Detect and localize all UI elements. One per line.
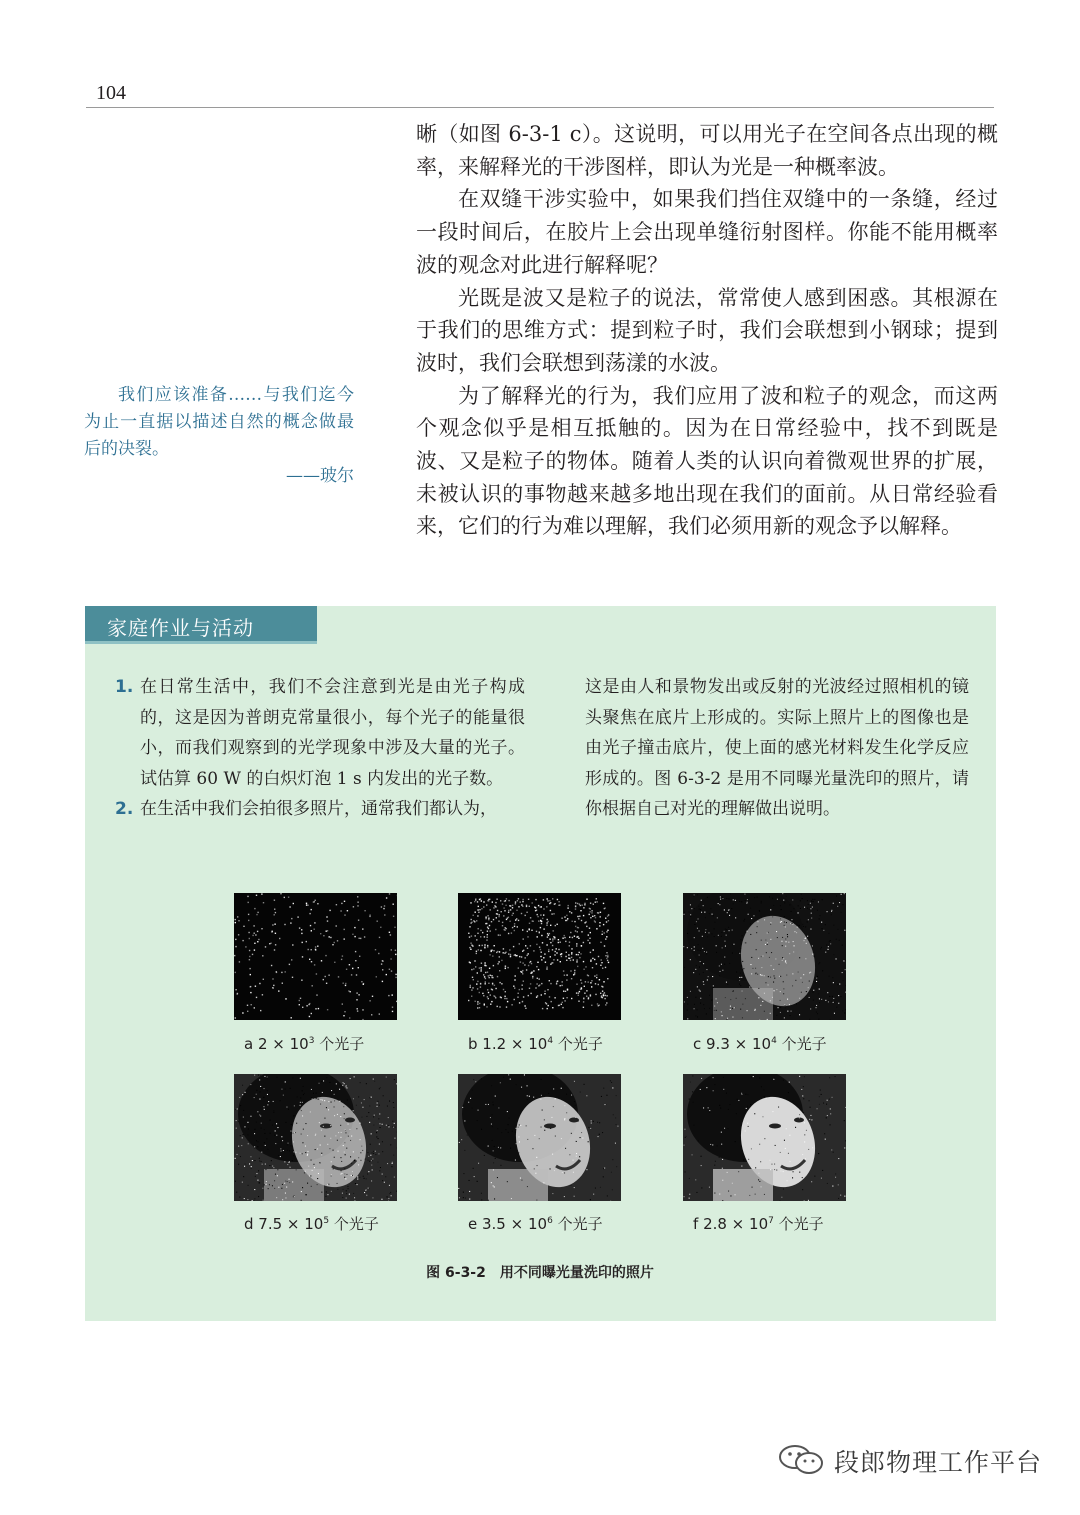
photo-unit: 个光子 [314, 1035, 365, 1053]
homework-item [115, 794, 525, 825]
watermark-text: 段郎物理工作平台 [834, 1448, 1043, 1477]
photo-letter: b [468, 1035, 483, 1053]
quote-author: ——玻尔 [286, 466, 354, 486]
photo-mantissa: 2 × [257, 1035, 290, 1053]
photo-base: 10 [749, 1215, 769, 1233]
photo-letter: e [468, 1215, 482, 1233]
photo-mantissa: 2.8 × [703, 1215, 750, 1233]
side-quote [84, 382, 354, 490]
photo-caption-e [468, 1213, 668, 1234]
photo-caption-d [244, 1213, 444, 1234]
item-text: 在日常生活中，我们不会注意到光是由光子构成的，这是因为普朗克常量很小，每个光子的能量很小，而我们观察到的光学现象中涉及大量的光子。试估算 60 W 的白炽灯泡 1 s 内发出的光子数。 [140, 677, 525, 789]
quote-text: 我们应该准备……与我们迄今为止一直据以描述自然的概念做最后的决裂。 [84, 385, 354, 459]
photo-exponent: 6 [547, 1216, 553, 1226]
watermark [778, 1440, 1068, 1480]
photo-unit: 个光子 [773, 1215, 824, 1233]
photo-a [234, 893, 397, 1020]
photo-d [234, 1074, 397, 1201]
photo-letter: f [693, 1215, 704, 1233]
photo-unit: 个光子 [329, 1215, 379, 1233]
paragraph: 为了解释光的行为，我们应用了波和粒子的观念，而这两个观念似乎是相互抵触的。因为在日常经验中，找不到既是波、又是粒子的物体。随着人类的认识向着微观世界的扩展，未被认识的事物越来越多地出现在我们的面前。从日常经验看来，它们的行为难以理解，我们必须用新的观念予以解释。 [416, 383, 998, 539]
photo-letter: d [244, 1215, 259, 1233]
page-number: 104 [96, 82, 126, 104]
photo-exponent: 4 [547, 1036, 554, 1046]
photo-c [683, 893, 846, 1020]
photo-f [683, 1074, 846, 1201]
homework-right-column [585, 672, 969, 825]
photo-unit: 个光子 [776, 1035, 827, 1053]
photo-exponent: 7 [768, 1216, 774, 1226]
homework-left-column [115, 672, 525, 825]
photo-caption-a [244, 1033, 444, 1054]
photo-mantissa: 9.3 × [706, 1035, 752, 1053]
photo-b [458, 893, 621, 1020]
photo-caption-b [468, 1033, 668, 1054]
photo-unit: 个光子 [553, 1035, 603, 1053]
photo-exponent: 3 [308, 1036, 315, 1046]
homework-item [115, 672, 525, 794]
photo-letter: a [244, 1035, 258, 1053]
wechat-icon [778, 1444, 826, 1476]
photo-base: 10 [304, 1215, 324, 1233]
item-text: 在生活中我们会拍很多照片，通常我们都认为， [140, 799, 497, 820]
homework-title: 家庭作业与活动 [107, 616, 254, 640]
photo-base: 10 [528, 1035, 548, 1053]
item-continuation: 这是由人和景物发出或反射的光波经过照相机的镜头聚焦在底片上形成的。实际上照片上的图像也是由光子撞击底片，使上面的感光材料发生化学反应形成的。图 6-3-2 是用不同曝光量洗印的照片，请你根据自己对光的理解做出说明。 [585, 677, 969, 820]
photo-exponent: 4 [771, 1036, 777, 1046]
photo-base: 10 [289, 1035, 309, 1053]
photo-letter: c [693, 1035, 707, 1053]
photo-caption-f [693, 1213, 893, 1234]
figure-caption: 图 6-3-2 用不同曝光量洗印的照片 [426, 1265, 654, 1281]
photo-mantissa: 3.5 × [482, 1215, 528, 1233]
item-number: 2. [115, 799, 134, 820]
photo-e [458, 1074, 621, 1201]
paragraph: 光既是波又是粒子的说法，常常使人感到困惑。其根源在于我们的思维方式：提到粒子时，我们会联想到小钢球；提到波时，我们会联想到荡漾的水波。 [416, 285, 998, 375]
photo-mantissa: 1.2 × [482, 1035, 529, 1053]
header-rule [86, 107, 994, 108]
paragraph: 在双缝干涉实验中，如果我们挡住双缝中的一条缝，经过一段时间后，在胶片上会出现单缝衍射图样。你能不能用概率波的观念对此进行解释呢？ [416, 187, 998, 277]
photo-mantissa: 7.5 × [258, 1215, 305, 1233]
paragraph: 晰（如图 6-3-1 c）。这说明，可以用光子在空间各点出现的概率，来解释光的干涉图样，即认为光是一种概率波。 [416, 122, 998, 179]
photo-unit: 个光子 [552, 1215, 603, 1233]
photo-base: 10 [527, 1215, 548, 1233]
photo-exponent: 5 [323, 1216, 330, 1226]
main-text [416, 118, 998, 543]
photo-base: 10 [751, 1035, 772, 1053]
item-number: 1. [115, 677, 134, 697]
photo-caption-c [693, 1033, 893, 1054]
